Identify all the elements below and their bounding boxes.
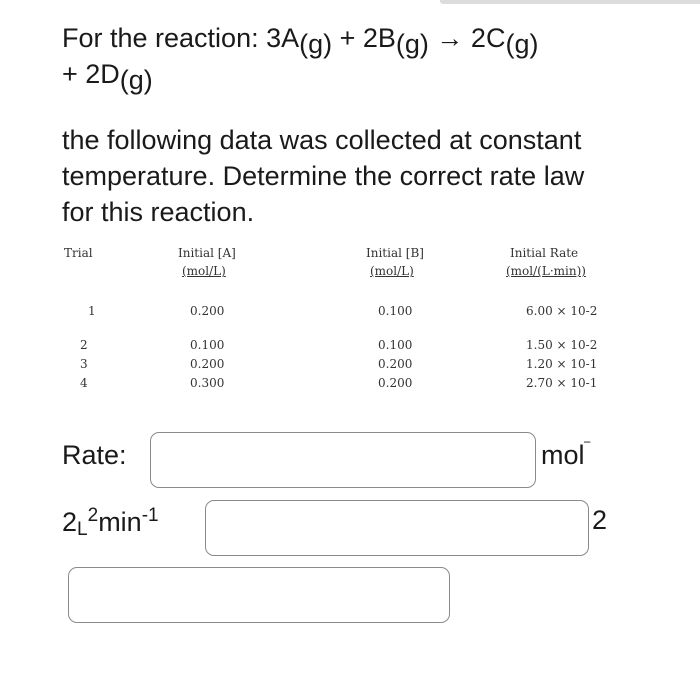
rate-input-2[interactable]	[205, 500, 589, 556]
row1-a: 0.200	[190, 304, 225, 318]
header-rate-line1: Initial Rate	[510, 246, 579, 260]
row4-rate: 2.70 × 10-1	[526, 376, 598, 390]
state-g-b: (g)	[395, 29, 429, 59]
state-g-d: (g)	[119, 65, 153, 95]
reaction-part-a: For the reaction: 3A	[62, 23, 300, 53]
unit-mol-sup: ‾	[584, 441, 590, 458]
reaction-equation	[62, 20, 662, 95]
question-body: the following data was collected at constant temperature. Determine the correct rate law for this reaction.	[62, 125, 585, 227]
rate-label: Rate:	[62, 440, 127, 470]
unit-left-base: 2	[62, 507, 78, 537]
row4-a: 0.300	[190, 376, 225, 390]
unit-left-neg1: -1	[141, 505, 159, 526]
row2-a: 0.100	[190, 338, 225, 352]
row2-b: 0.100	[378, 338, 413, 352]
reaction-part-b: + 2B	[332, 23, 396, 53]
state-g-c: (g)	[505, 29, 539, 59]
row4-trial: 4	[80, 376, 88, 390]
unit-mol-text: mol	[541, 440, 585, 470]
unit-l-min	[62, 505, 159, 541]
reaction-part-c: → 2C	[428, 23, 506, 53]
row1-rate: 6.00 × 10-2	[526, 304, 598, 318]
reaction-part-d: + 2D	[62, 59, 120, 89]
trailing-two: 2	[592, 505, 608, 535]
rate-input-1[interactable]	[150, 432, 536, 488]
row1-b: 0.100	[378, 304, 413, 318]
row3-a: 0.200	[190, 357, 225, 371]
row3-b: 0.200	[378, 357, 413, 371]
row2-trial: 2	[80, 338, 88, 352]
row1-trial: 1	[88, 304, 96, 318]
header-b-line2: (mol/L)	[370, 264, 414, 278]
state-g-a: (g)	[299, 29, 333, 59]
unit-left-L: L	[77, 519, 88, 540]
unit-mol	[541, 440, 590, 471]
row3-rate: 1.20 × 10-1	[526, 357, 598, 371]
header-a-line2: (mol/L)	[182, 264, 226, 278]
unit-left-min: min	[98, 507, 142, 537]
header-rate-line2: (mol/(L·min))	[506, 264, 586, 278]
unit-left-sup2: 2	[87, 505, 99, 526]
row3-trial: 3	[80, 357, 88, 371]
top-edge-line	[440, 0, 700, 4]
header-trial: Trial	[64, 246, 93, 260]
header-a-line1: Initial [A]	[178, 246, 236, 260]
row2-rate: 1.50 × 10-2	[526, 338, 598, 352]
rate-input-3[interactable]	[68, 567, 450, 623]
header-b-line1: Initial [B]	[366, 246, 424, 260]
row4-b: 0.200	[378, 376, 413, 390]
